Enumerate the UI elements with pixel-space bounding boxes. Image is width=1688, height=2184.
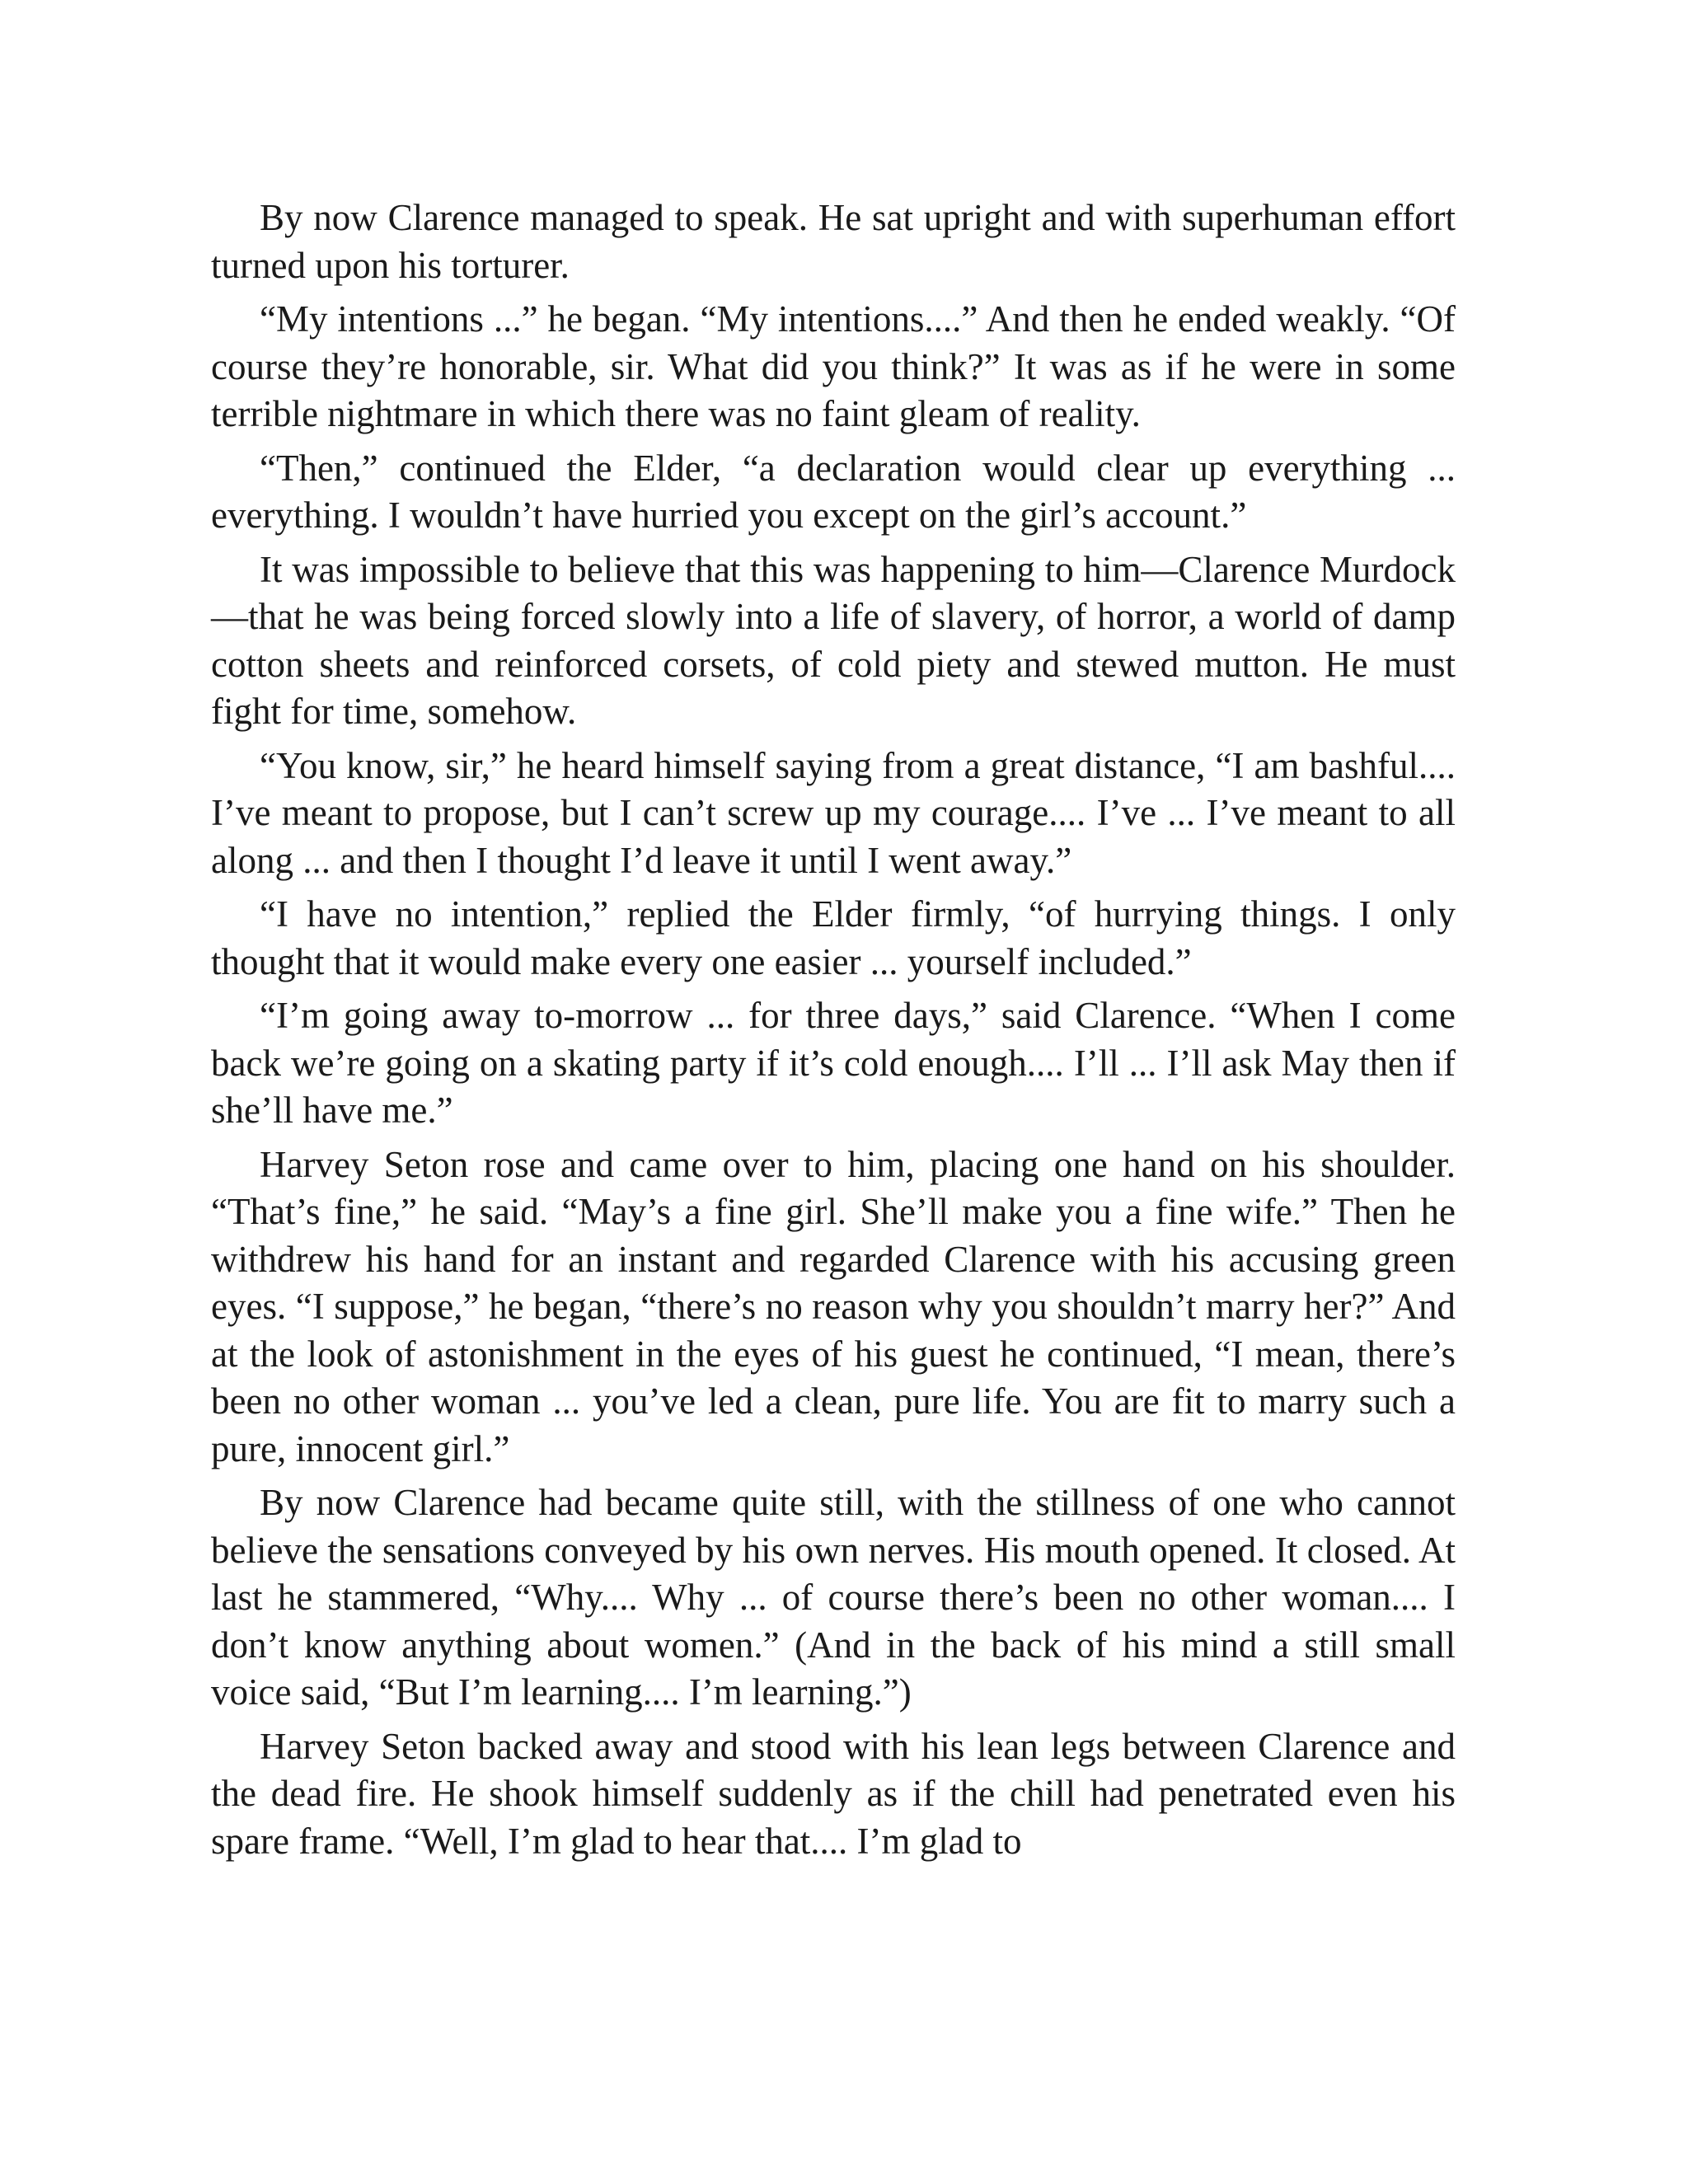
paragraph: “Then,” continued the Elder, “a declaration would clear up everything ... everything. I wouldn’t have hurried you except on the girl’s account.” (211, 447, 1456, 536)
paragraph: Harvey Seton backed away and stood with his lean legs between Clarence and the dead fire. He shook himself suddenly as if the chill had penetrated even his spare frame. “Well, I’m glad to hear that.... I’m glad to (211, 1725, 1456, 1862)
paragraph: By now Clarence managed to speak. He sat upright and with superhuman effort turned upon his torturer. (211, 197, 1456, 286)
paragraph: “My intentions ...” he began. “My intentions....” And then he ended weakly. “Of course they’re honorable, sir. What did you think?” It was as if he were in some terrible nightmare in which there was no faint gleam of reality. (211, 298, 1456, 434)
paragraph: Harvey Seton rose and came over to him, placing one hand on his shoulder. “That’s fine,” he said. “May’s a fine girl. She’ll make you a fine wife.” Then he withdrew his hand for an instant and regarded Clarence with his accusing green eyes. “I suppose,” he began, “there’s no reason why you shouldn’t marry her?” And at the look of astonishment in the eyes of his guest he continued, “I mean, there’s been no other woman ... you’ve led a clean, pure life. You are fit to marry such a pure, innocent girl.” (211, 1143, 1456, 1469)
paragraph: By now Clarence had became quite still, with the stillness of one who cannot believe the sensations conveyed by his own nerves. His mouth opened. It closed. At last he stammered, “Why.... Why ... of course there’s been no other woman.... I don’t know anything about women.” (And in the back of his mind a still small voice said, “But I’m learning.... I’m learning.”) (211, 1482, 1456, 1713)
paragraph: “You know, sir,” he heard himself saying from a great distance, “I am bashful.... I’ve meant to propose, but I can’t screw up my courage.... I’ve ... I’ve meant to all along ... and then I thought I’d leave it until I went away.” (211, 744, 1456, 881)
body-text (211, 194, 1456, 1872)
paragraph: “I’m going away to-morrow ... for three days,” said Clarence. “When I come back we’re going on a skating party if it’s cold enough.... I’ll ... I’ll ask May then if she’ll have me.” (211, 995, 1456, 1131)
paragraph: “I have no intention,” replied the Elder firmly, “of hurrying things. I only thought that it would make every one easier ... yourself included.” (211, 893, 1456, 982)
paragraph: It was impossible to believe that this was happening to him—Clarence Murdock—that he was being forced slowly into a life of slavery, of horror, a world of damp cotton sheets and reinforced corsets, of cold piety and stewed mutton. He must fight for time, somehow. (211, 548, 1456, 732)
